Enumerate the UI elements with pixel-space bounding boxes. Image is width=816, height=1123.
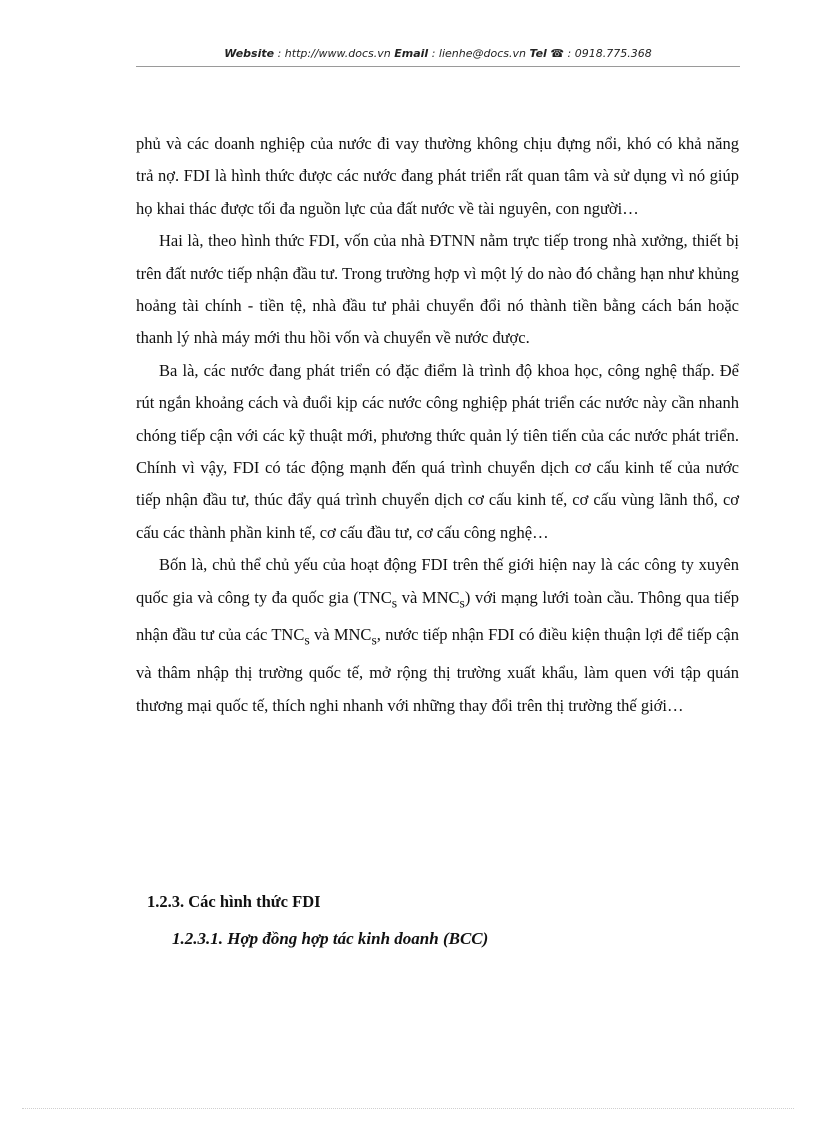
page-header	[136, 47, 740, 60]
phone-icon: ☎	[550, 47, 565, 60]
mnc-subscript: s	[371, 632, 377, 648]
tnc-subscript: s	[304, 632, 310, 648]
paragraph-4-part-b: và MNC	[397, 587, 460, 607]
paragraph-4-part-c: ) với mạng lưới toàn cầu. Thông qua tiếp nhận đầu tư của các TNC	[136, 587, 739, 645]
paragraph-4-part-d: và MNC	[309, 625, 372, 645]
paragraph-1: phủ và các doanh nghiệp của nước đi vay thường không chịu đựng nổi, khó có khả năng trả nợ. FDI là hình thức được các nước đang phát triển rất quan tâm và sử dụng vì nó giúp họ khai thác được tối đa nguồn lực của đất nước về tài nguyên, con người…	[136, 134, 739, 218]
section-heading: 1.2.3. Các hình thức FDI	[147, 892, 321, 911]
header-divider	[136, 66, 740, 67]
paragraph-3: Ba là, các nước đang phát triển có đặc điểm là trình độ khoa học, công nghệ thấp. Để rút ngắn khoảng cách và đuổi kịp các nước công nghiệp phát triển các nước này cần nhanh chóng tiếp cận với các kỹ thuật mới, phương thức quản lý tiên tiến của các nước phát triển. Chính vì vậy, FDI có tác động mạnh đến quá trình chuyển dịch cơ cấu kinh tế của nước tiếp nhận đầu tư, thúc đẩy quá trình chuyển dịch cơ cấu kinh tế, cơ cấu vùng lãnh thổ, cơ cấu các thành phần kinh tế, cơ cấu đầu tư, cơ cấu công nghệ…	[136, 360, 739, 542]
website-url: : http://www.docs.vn	[277, 47, 391, 60]
tel-label: Tel	[529, 47, 547, 60]
page-bottom-border	[22, 1108, 794, 1109]
paragraph-2: Hai là, theo hình thức FDI, vốn của nhà ĐTNN nằm trực tiếp trong nhà xưởng, thiết bị trên đất nước tiếp nhận đầu tư. Trong trường hợp vì một lý do nào đó chẳng hạn như khủng hoảng tài chính - tiền tệ, nhà đầu tư phải chuyển đổi nó thành tiền bằng cách bán hoặc thanh lý nhà máy mới thu hồi vốn và chuyển về nước được.	[136, 231, 739, 348]
paragraph-4-part-e: , nước tiếp nhận FDI có điều kiện thuận lợi để tiếp cận và thâm nhập thị trường quốc tế, mở rộng thị trường xuất khẩu, làm quen với tập quán thương mại quốc tế, thích nghi nhanh với những thay đổi trên thị trường thế giới…	[136, 625, 739, 715]
tnc-subscript: s	[391, 594, 398, 610]
email-address: : lienhe@docs.vn	[431, 47, 526, 60]
body-text	[136, 128, 739, 722]
subsection-heading: 1.2.3.1. Hợp đồng hợp tác kinh doanh (BCC)	[172, 929, 489, 948]
paragraph-4-part-a: Bốn là, chủ thể chủ yếu của hoạt động FDI trên thế giới hiện nay là các công ty xuyên quốc gia và công ty đa quốc gia (TNC	[136, 555, 739, 607]
mnc-subscript: s	[459, 594, 465, 610]
paragraph-4	[136, 549, 739, 722]
tel-number: : 0918.775.368	[567, 47, 652, 60]
email-label: Email	[394, 47, 429, 60]
website-label: Website	[224, 47, 275, 60]
